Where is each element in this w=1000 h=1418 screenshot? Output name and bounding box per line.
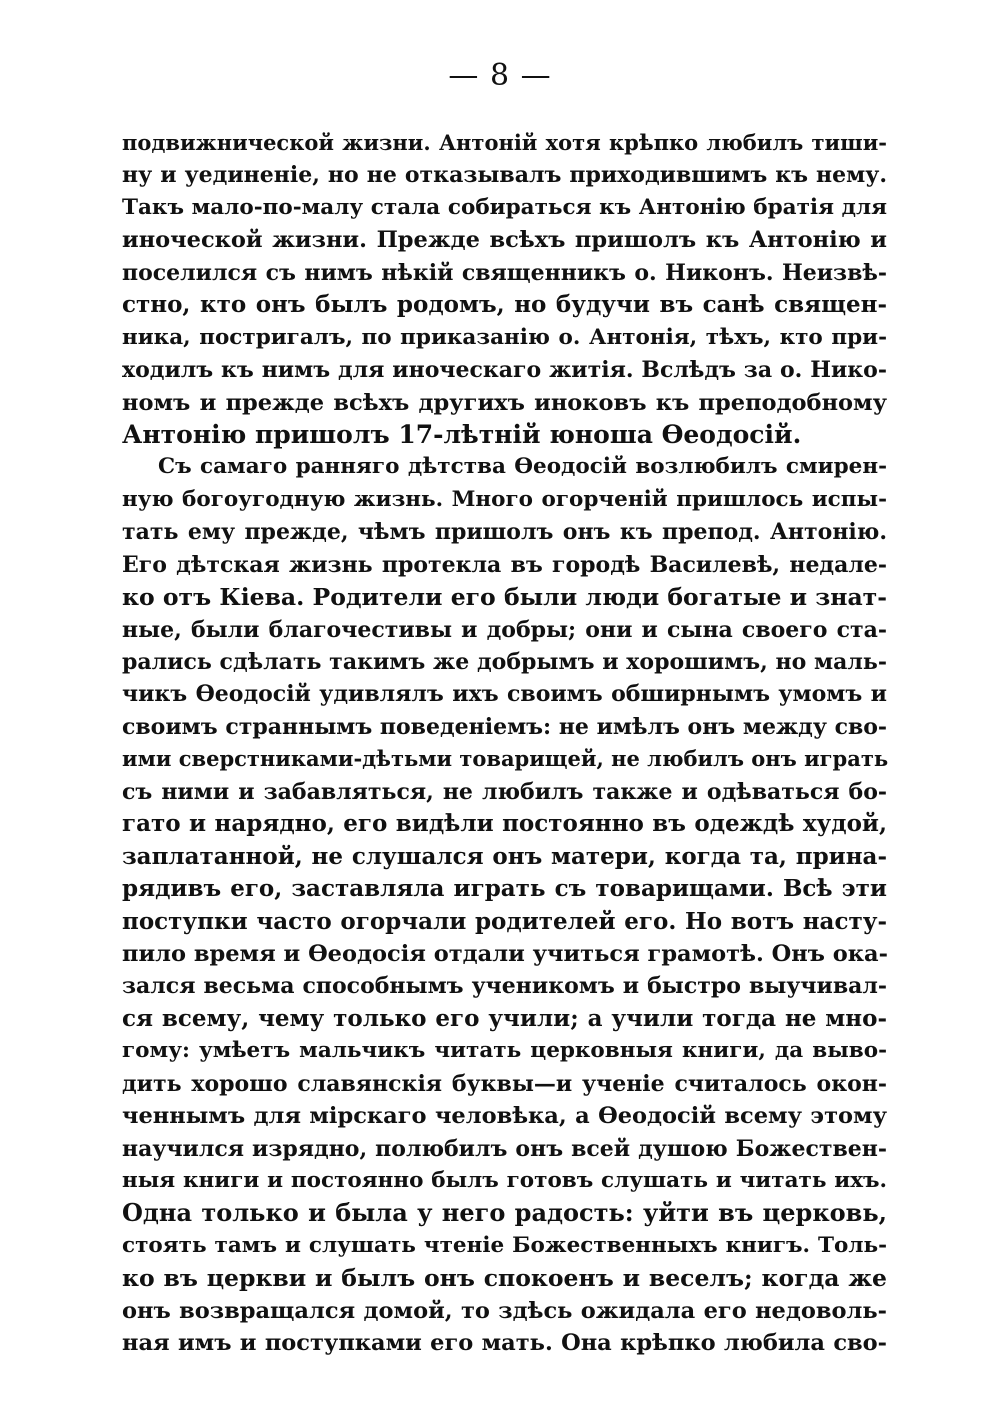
- text-line: гому: умѣетъ мальчикъ читать церковныя книги, да выво-: [122, 1038, 887, 1064]
- text-line: дить хорошо славянскія буквы—и ученіе считалось окон-: [122, 1070, 887, 1097]
- text-line: иноческой жизни. Прежде всѣхъ пришолъ къ Антонію и: [122, 227, 887, 254]
- text-line: ника, постригалъ, по приказанію о. Антонія, тѣхъ, кто при-: [122, 324, 887, 350]
- text-line: подвижнической жизни. Антоній хотя крѣпко любилъ тиши-: [122, 130, 887, 155]
- paragraph-2: [122, 451, 887, 1359]
- text-line: ко отъ Кіева. Родители его были люди богатые и знат-: [122, 583, 887, 612]
- text-line: ко въ церкви и былъ онъ спокоенъ и веселъ; когда же: [122, 1264, 887, 1293]
- text-line: онъ возвращался домой, то здѣсь ожидала его недоволь-: [122, 1297, 887, 1324]
- body-text: [122, 127, 887, 1360]
- text-line: зался весьма способнымъ ученикомъ и быстро выучивал-: [122, 973, 887, 1000]
- text-line: ную богоугодную жизнь. Много огорченій пришлось испы-: [122, 486, 887, 512]
- text-line: ные, были благочестивы и добры; они и сына своего ста-: [122, 616, 887, 643]
- text-line: Его дѣтская жизнь протекла въ городѣ Василевѣ, недале-: [122, 551, 887, 578]
- text-line: научился изрядно, полюбилъ онъ всей душою Божествен-: [122, 1135, 887, 1162]
- page-number: — 8 —: [448, 58, 552, 93]
- text-line: тать ему прежде, чѣмъ пришолъ онъ къ препод. Антонію.: [122, 519, 887, 546]
- text-line: чикъ Ѳеодосій удивлялъ ихъ своимъ обширнымъ умомъ и: [122, 681, 887, 708]
- text-line: ченнымъ для мірскаго человѣка, а Ѳеодосій всему этому: [122, 1103, 887, 1130]
- text-line: своимъ страннымъ поведеніемъ: не имѣлъ онъ между сво-: [122, 713, 888, 740]
- text-line: ная имъ и поступками его мать. Она крѣпко любила сво-: [122, 1330, 887, 1357]
- text-line: рядивъ его, заставляла играть съ товарищами. Всѣ эти: [122, 875, 887, 903]
- text-line: Съ самаго ранняго дѣтства Ѳеодосій возлюбилъ смирен-: [158, 454, 887, 480]
- text-line: заплатанной, не слушался онъ матери, когда та, прина-: [122, 842, 887, 870]
- text-line: ныя книги и постоянно былъ готовъ слушать и читать ихъ.: [122, 1168, 887, 1193]
- text-line: Такъ мало-по-малу стала собираться къ Антонію братія для: [122, 194, 887, 220]
- text-line: съ ними и забавляться, не любилъ также и одѣваться бо-: [122, 778, 887, 805]
- text-line: гато и нарядно, его видѣли постоянно въ одеждѣ худой,: [122, 810, 887, 838]
- text-line: ну и уединеніе, но не отказывалъ приходившимъ къ нему.: [122, 162, 887, 189]
- text-line: Одна только и была у него радость: уйти въ церковь,: [122, 1198, 887, 1228]
- text-line: поступки часто огорчали родителей его. Но вотъ насту-: [122, 907, 887, 935]
- text-line: номъ и прежде всѣхъ другихъ иноковъ къ преподобному: [122, 389, 887, 416]
- text-line: пило время и Ѳеодосія отдали учиться грамотѣ. Онъ ока-: [122, 940, 888, 967]
- text-line: ся всему, чему только его учили; а учили тогда не мно-: [122, 1004, 887, 1032]
- text-line: стоять тамъ и слушать чтеніе Божественныхъ книгъ. Толь-: [122, 1232, 887, 1258]
- text-line: стно, кто онъ былъ родомъ, но будучи въ санѣ священ-: [122, 291, 887, 319]
- text-line: поселился съ нимъ нѣкій священникъ о. Никонъ. Неизвѣ-: [122, 259, 887, 286]
- text-line: рались сдѣлать такимъ же добрымъ и хорошимъ, но маль-: [122, 649, 887, 675]
- paragraph-1: [122, 127, 887, 451]
- text-line: Антонію пришолъ 17-лѣтній юноша Ѳеодосій.: [122, 419, 802, 449]
- text-line: ходилъ къ нимъ для иноческаго житія. Вслѣдъ за о. Нико-: [122, 357, 887, 384]
- text-line: ими сверстниками-дѣтьми товарищей, не любилъ онъ играть: [122, 746, 889, 772]
